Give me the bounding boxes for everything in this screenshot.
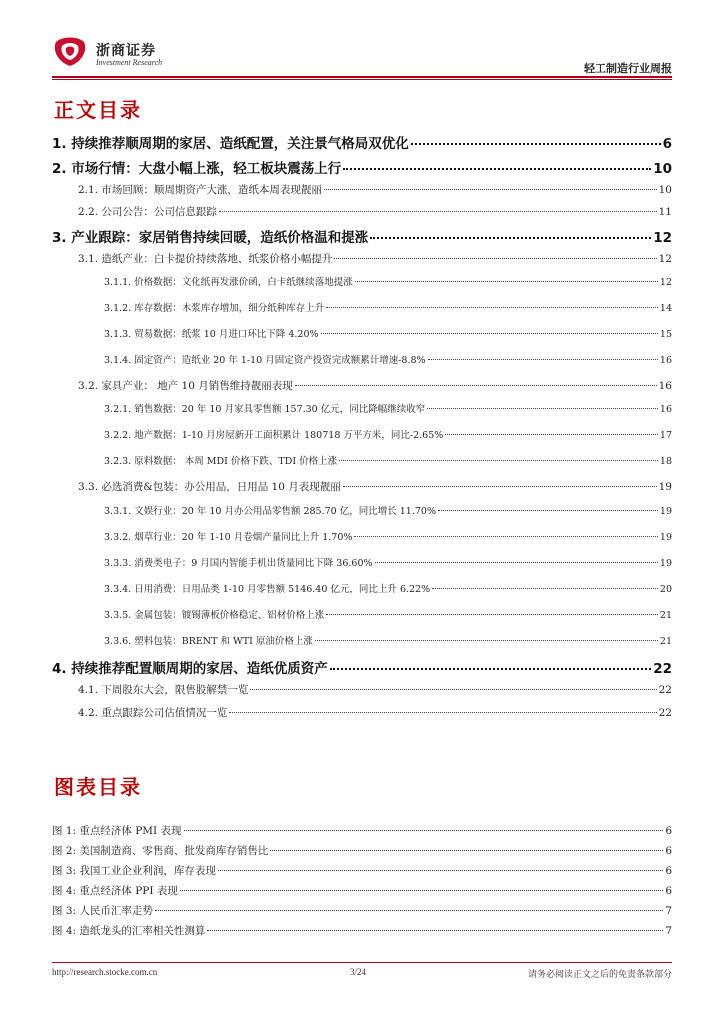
toc-label: 3.3.1. 文娱行业：20 年 10 月办公用品零售额 285.70 亿，同比增长 11.70% xyxy=(104,506,436,517)
toc-entry-3-3-2[interactable] xyxy=(52,529,672,543)
toc-label: 2.1. 市场回顾：顺周期资产大涨，造纸本周表现靓丽 xyxy=(78,184,322,196)
toc-page: 12 xyxy=(653,230,672,246)
figure-label: 图 4: 重点经济体 PPI 表现 xyxy=(52,885,178,897)
toc-page: 6 xyxy=(662,136,672,152)
figure-list-title: 图表目录 xyxy=(54,775,142,799)
toc-label: 1. 持续推荐顺周期的家居、造纸配置，关注景气格局双优化 xyxy=(52,136,409,152)
toc-label: 3.3.6. 塑料包装：BRENT 和 WTI 原油价格上涨 xyxy=(104,636,313,647)
toc-page: 19 xyxy=(659,532,672,543)
toc-entry-3-1-4[interactable] xyxy=(52,352,672,366)
toc-label: 3.3.5. 金属包装：镀锡薄板价格稳定、铝材价格上涨 xyxy=(104,610,325,621)
leader-dots xyxy=(375,562,658,563)
toc-label: 3.1.1. 价格数据：文化纸再发涨价函，白卡纸继续落地提涨 xyxy=(104,277,353,288)
toc-entry-3-2-1[interactable] xyxy=(52,401,672,415)
leader-dots xyxy=(428,359,658,360)
toc-entry-3-2-3[interactable] xyxy=(52,453,672,467)
leader-dots xyxy=(295,385,657,386)
leader-dots xyxy=(334,258,656,259)
leader-dots xyxy=(219,211,657,212)
leader-dots xyxy=(343,168,651,170)
toc-label: 2.2. 公司公告：公司信息跟踪 xyxy=(78,206,217,218)
toc-page: 15 xyxy=(659,329,672,340)
figure-page: 6 xyxy=(665,845,672,857)
toc-page: 22 xyxy=(658,707,672,719)
toc-entry-2-2[interactable] xyxy=(52,204,672,219)
header-rule-thin xyxy=(52,79,672,80)
toc-label: 3. 产业跟踪：家居销售持续回暖，造纸价格温和提涨 xyxy=(52,230,369,246)
toc-label: 3.2.1. 销售数据：20 年 10 月家具零售额 157.30 亿元，同比降幅继续收窄 xyxy=(104,404,426,415)
toc-label: 3.3. 必选消费&包装：办公用品，日用品 10 月表现靓丽 xyxy=(78,481,341,493)
toc-entry-3-1-1[interactable] xyxy=(52,274,672,288)
leader-dots xyxy=(343,486,657,487)
toc-entry-3-1-2[interactable] xyxy=(52,300,672,314)
leader-dots xyxy=(184,830,664,831)
toc-label: 3.1.4. 固定资产：造纸业 20 年 1-10 月固定资产投资完成额累计增速-8.8% xyxy=(104,355,426,366)
toc-page: 20 xyxy=(659,584,672,595)
toc-label: 2. 市场行情：大盘小幅上涨，轻工板块震荡上行 xyxy=(52,161,342,177)
toc-page: 21 xyxy=(659,636,672,647)
toc-page: 14 xyxy=(659,303,672,314)
leader-dots xyxy=(370,237,651,239)
leader-dots xyxy=(427,408,658,409)
leader-dots xyxy=(207,930,663,931)
toc-entry-3-3-5[interactable] xyxy=(52,607,672,621)
toc-page: 18 xyxy=(659,456,672,467)
toc-entry-3-3[interactable] xyxy=(52,479,672,494)
figure-page: 6 xyxy=(665,825,672,837)
leader-dots xyxy=(315,640,658,641)
figure-page: 7 xyxy=(665,905,672,917)
leader-dots xyxy=(180,890,663,891)
leader-dots xyxy=(445,434,658,435)
figure-label: 图 3: 我国工业企业利润，库存表现 xyxy=(52,865,216,877)
toc-label: 4. 持续推荐配置顺周期的家居、造纸优质资产 xyxy=(52,661,328,677)
figure-entry[interactable] xyxy=(52,823,672,838)
toc-label: 3.2.3. 原料数据： 本周 MDI 价格下跌、TDI 价格上涨 xyxy=(104,456,338,467)
toc-label: 4.2. 重点跟踪公司估值情况一览 xyxy=(78,707,228,719)
toc-page: 19 xyxy=(658,481,672,493)
toc-entry-3-1-3[interactable] xyxy=(52,326,672,340)
toc-label: 3.1.2. 库存数据：木浆库存增加，细分纸种库存上升 xyxy=(104,303,325,314)
footer-rule xyxy=(52,962,672,963)
toc-entry-4[interactable] xyxy=(52,657,672,677)
report-type: 轻工制造行业周报 xyxy=(584,62,672,75)
figure-label: 图 4: 造纸龙头的汇率相关性测算 xyxy=(52,925,206,937)
figure-label: 图 3: 人民币汇率走势 xyxy=(52,905,153,917)
leader-dots xyxy=(432,588,658,589)
leader-dots xyxy=(355,281,658,282)
leader-dots xyxy=(324,189,657,190)
page-header xyxy=(52,36,672,76)
toc-page: 10 xyxy=(658,184,672,196)
toc-entry-3-2-2[interactable] xyxy=(52,427,672,441)
toc-entry-3-2[interactable] xyxy=(52,378,672,393)
toc-entry-3-3-4[interactable] xyxy=(52,581,672,595)
toc-title: 正文目录 xyxy=(54,98,142,122)
toc-page: 22 xyxy=(653,661,672,677)
leader-dots xyxy=(229,712,656,713)
zheshang-logo-icon xyxy=(52,36,88,68)
leader-dots xyxy=(411,143,661,145)
leader-dots xyxy=(438,510,658,511)
leader-dots xyxy=(330,668,651,670)
toc-entry-3[interactable] xyxy=(52,226,672,246)
figure-entry[interactable] xyxy=(52,863,672,878)
leader-dots xyxy=(354,536,658,537)
toc-label: 3.1.3. 贸易数据：纸浆 10 月进口环比下降 4.20% xyxy=(104,329,319,340)
toc-entry-1[interactable] xyxy=(52,132,672,152)
toc-entry-2[interactable] xyxy=(52,157,672,177)
figure-page: 7 xyxy=(665,925,672,937)
figure-entry[interactable] xyxy=(52,923,672,938)
leader-dots xyxy=(339,460,658,461)
leader-dots xyxy=(326,307,658,308)
toc-label: 3.2. 家具产业： 地产 10 月销售维持靓丽表现 xyxy=(78,380,293,392)
toc-page: 11 xyxy=(658,206,672,218)
brand-name-en: Investment Research xyxy=(96,58,163,67)
leader-dots xyxy=(270,850,663,851)
figure-page: 6 xyxy=(665,885,672,897)
toc-page: 16 xyxy=(658,380,672,392)
toc-page: 16 xyxy=(659,355,672,366)
leader-dots xyxy=(321,333,658,334)
toc-page: 12 xyxy=(659,277,672,288)
toc-page: 22 xyxy=(658,684,672,696)
toc-label: 4.1. 下周股东大会，限售股解禁一览 xyxy=(78,684,249,696)
toc-entry-3-3-6[interactable] xyxy=(52,633,672,647)
toc-page: 10 xyxy=(653,161,672,177)
toc-label: 3.2.2. 地产数据：1-10 月房屋新开工面积累计 180718 万平方米，同比-2.65% xyxy=(104,430,444,441)
toc-page: 17 xyxy=(659,430,672,441)
toc-label: 3.3.4. 日用消费：日用品类 1-10 月零售额 5146.40 亿元，同比上升 6.22% xyxy=(104,584,431,595)
leader-dots xyxy=(155,910,663,911)
toc-entry-2-1[interactable] xyxy=(52,182,672,197)
figure-label: 图 1: 重点经济体 PMI 表现 xyxy=(52,825,182,837)
leader-dots xyxy=(326,614,658,615)
page-number: 3/24 xyxy=(350,967,367,977)
toc-entry-3-3-3[interactable] xyxy=(52,555,672,569)
toc-page: 12 xyxy=(658,253,672,265)
figure-entry[interactable] xyxy=(52,903,672,918)
toc-label: 3.3.2. 烟草行业：20 年 1-10 月卷烟产量同比上升 1.70% xyxy=(104,532,353,543)
toc-page: 21 xyxy=(659,610,672,621)
figure-entry[interactable] xyxy=(52,843,672,858)
toc-label: 3.1. 造纸产业：白卡提价持续落地、纸浆价格小幅提升 xyxy=(78,253,333,265)
toc-entry-3-3-1[interactable] xyxy=(52,503,672,517)
toc-page: 19 xyxy=(659,558,672,569)
brand-name-cn: 浙商证券 xyxy=(96,43,156,59)
leader-dots xyxy=(218,870,663,871)
toc-page: 16 xyxy=(659,404,672,415)
toc-page: 19 xyxy=(659,506,672,517)
toc-entry-3-1[interactable] xyxy=(52,251,672,266)
toc-entry-4-1[interactable] xyxy=(52,682,672,697)
header-rule xyxy=(52,76,672,78)
leader-dots xyxy=(250,689,656,690)
figure-entry[interactable] xyxy=(52,883,672,898)
figure-label: 图 2: 美国制造商、零售商、批发商库存销售比 xyxy=(52,845,269,857)
toc-entry-4-2[interactable] xyxy=(52,705,672,720)
footer-disclaimer: 请务必阅读正文之后的免责条款部分 xyxy=(527,970,672,980)
figure-page: 6 xyxy=(665,865,672,877)
footer-url[interactable]: http://research.stocke.com.cn xyxy=(52,967,158,977)
toc-label: 3.3.3. 消费类电子：9 月国内智能手机出货量同比下降 36.60% xyxy=(104,558,373,569)
